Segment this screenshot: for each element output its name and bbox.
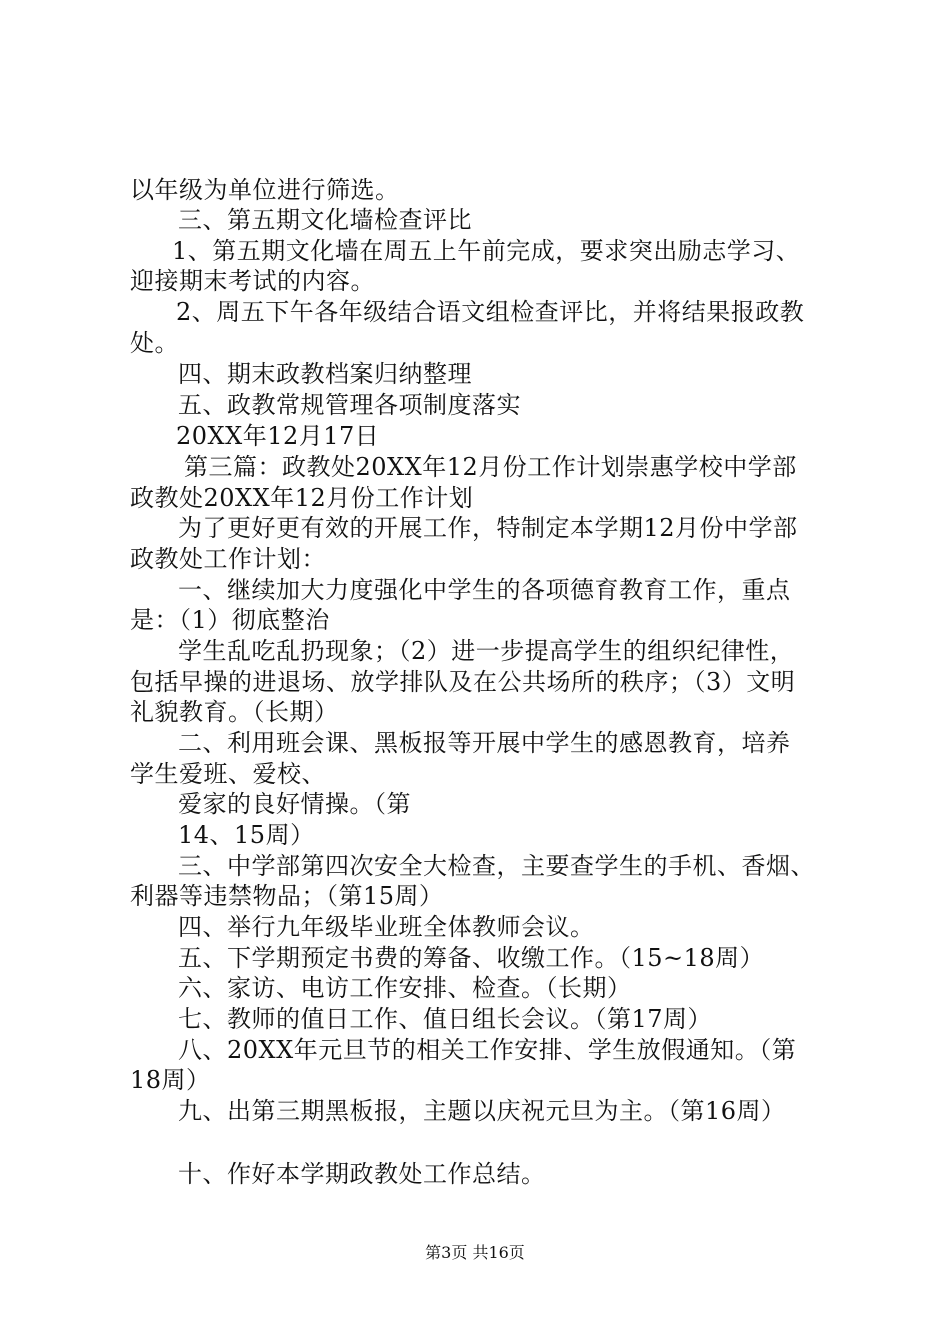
text-line: 学生乱吃乱扔现象；（2）进一步提高学生的组织纪律性， bbox=[178, 637, 795, 665]
text-line: 六、家访、电访工作安排、检查。（长期） bbox=[178, 974, 632, 1002]
text-line: 爱家的良好情操。（第 bbox=[178, 790, 411, 818]
text-line: 一、继续加大力度强化中学生的各项德育教育工作，重点 bbox=[178, 576, 791, 604]
text-line: 利器等违禁物品；（第15周） bbox=[130, 882, 444, 910]
text-line: 14、15周） bbox=[178, 821, 315, 849]
text-line: 政教处工作计划： bbox=[130, 545, 326, 573]
text-line: 三、中学部第四次安全大检查，主要查学生的手机、香烟、 bbox=[178, 852, 815, 880]
text-line: 为了更好更有效的开展工作，特制定本学期12月份中学部 bbox=[178, 514, 798, 542]
text-line: 八、20XX年元旦节的相关工作安排、学生放假通知。（第 bbox=[178, 1036, 797, 1064]
text-line: 以年级为单位进行筛选。 bbox=[130, 176, 400, 204]
chapter-title: 第三篇：政教处20XX年12月份工作计划崇惠学校中学部 bbox=[184, 453, 797, 481]
text-line: 七、教师的值日工作、值日组长会议。（第17周） bbox=[178, 1005, 713, 1033]
chapter-title: 政教处20XX年12月份工作计划 bbox=[130, 484, 474, 512]
section-heading: 四、期末政教档案归纳整理 bbox=[178, 360, 472, 388]
page-number-footer: 第3页 共16页 bbox=[425, 1243, 525, 1262]
text-line: 九、出第三期黑板报，主题以庆祝元旦为主。（第16周） bbox=[178, 1097, 786, 1125]
text-line: 学生爱班、爱校、 bbox=[130, 760, 326, 788]
section-heading: 三、第五期文化墙检查评比 bbox=[178, 206, 472, 234]
text-line: 处。 bbox=[130, 329, 179, 357]
text-line: 二、利用班会课、黑板报等开展中学生的感恩教育，培养 bbox=[178, 729, 791, 757]
text-line: 1、第五期文化墙在周五上午前完成，要求突出励志学习、 bbox=[172, 237, 801, 265]
section-heading: 五、政教常规管理各项制度落实 bbox=[178, 391, 521, 419]
text-line: 18周） bbox=[130, 1066, 211, 1094]
text-line: 十、作好本学期政教处工作总结。 bbox=[178, 1160, 546, 1188]
text-line: 包括早操的进退场、放学排队及在公共场所的秩序；（3）文明 bbox=[130, 668, 796, 696]
text-line: 是：（1）彻底整治 bbox=[130, 606, 330, 634]
text-line: 四、举行九年级毕业班全体教师会议。 bbox=[178, 913, 595, 941]
text-line: 礼貌教育。（长期） bbox=[130, 698, 339, 726]
text-line: 迎接期末考试的内容。 bbox=[130, 267, 375, 295]
date-line: 20XX年12月17日 bbox=[176, 422, 380, 450]
text-line: 2、周五下午各年级结合语文组检查评比，并将结果报政教 bbox=[176, 298, 805, 326]
text-line: 五、下学期预定书费的筹备、收缴工作。（15~18周） bbox=[178, 944, 765, 972]
